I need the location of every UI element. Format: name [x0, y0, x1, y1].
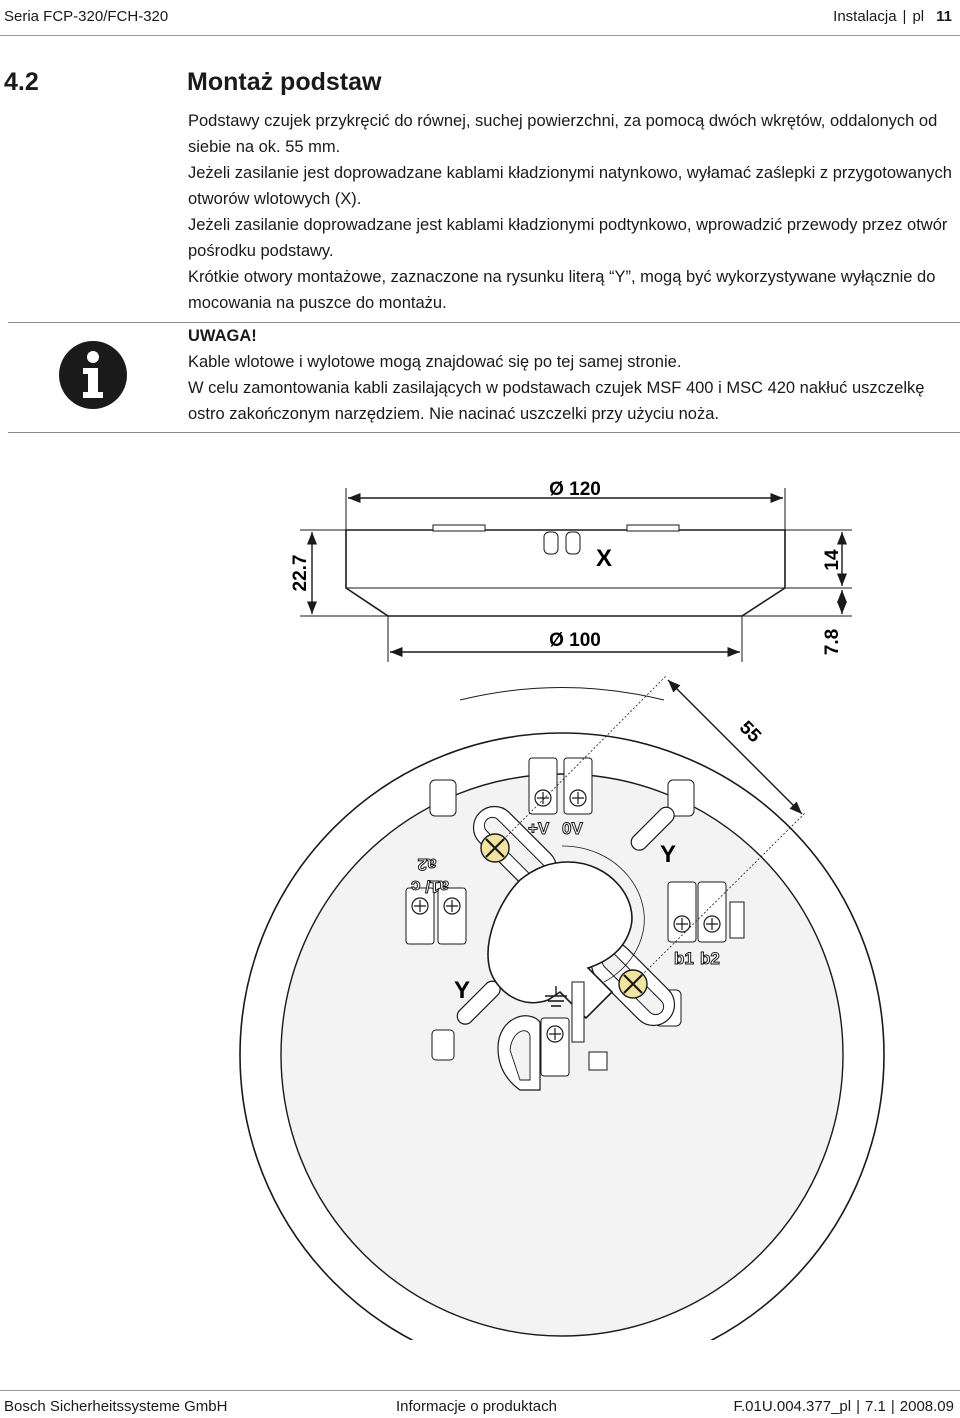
- terminal-plus-v: +V: [528, 819, 550, 838]
- paragraph-mounting: Podstawy czujek przykręcić do równej, suchej powierzchni, za pomocą dwóch wkrętów, oddalonych od siebie na ok. 55 mm.: [188, 112, 938, 156]
- note-line-cables: Kable wlotowe i wylotowe mogą znajdować się po tej samej stronie.: [188, 353, 682, 371]
- mounting-base-drawing: [0, 470, 960, 1340]
- header-divider: [0, 35, 960, 36]
- info-icon: [58, 340, 128, 410]
- paragraph-surface-cables: Jeżeli zasilanie jest doprowadzane kablami kładzionymi natynkowo, wyłamać zaślepki z przygotowanych otworów wlotowych (X).: [188, 164, 952, 208]
- header-series: Seria FCP-320/FCH-320: [4, 8, 169, 25]
- paragraph-flush-cables: Jeżeli zasilanie doprowadzane jest kablami kładzionymi podtynkowo, wprowadzić przewody przez otwór pośrodku podstawy.: [188, 216, 948, 260]
- dim-screw-spacing: 55: [734, 717, 765, 748]
- footer-divider: [0, 1390, 960, 1391]
- footer-version: 7.1: [865, 1398, 886, 1415]
- label-short-hole-y-lower: Y: [454, 977, 471, 1004]
- terminal-b1: b1: [674, 949, 694, 968]
- footer-doc-code: F.01U.004.377_pl: [733, 1398, 852, 1415]
- header-lang: pl: [912, 8, 925, 25]
- page-number: 11: [936, 8, 952, 25]
- terminal-zero-v: 0V: [562, 819, 583, 838]
- dim-bottom-diameter: Ø 100: [549, 630, 601, 651]
- terminal-b2: b2: [700, 949, 720, 968]
- note-heading: UWAGA!: [188, 327, 257, 345]
- side-view: [290, 479, 852, 662]
- label-knockout-x: X: [596, 545, 613, 572]
- label-short-hole-y-upper: Y: [660, 841, 677, 868]
- paragraph-short-holes: Krótkie otwory montażowe, zaznaczone na rysunku literą “Y”, mogą być wykorzystywane wyłącznie do mocowania na puszce do montażu.: [188, 268, 936, 312]
- footer-doc-info: [734, 1398, 955, 1415]
- section-number: 4.2: [4, 68, 39, 96]
- footer-separator: |: [890, 1398, 895, 1415]
- footer-separator: |: [856, 1398, 860, 1415]
- section-title: Montaż podstaw: [187, 68, 382, 96]
- header-separator: |: [902, 8, 907, 25]
- note-divider-top: [8, 322, 960, 323]
- footer-doc-type: Informacje o produktach: [396, 1398, 557, 1415]
- header-section: Instalacja: [833, 8, 897, 25]
- knockout-opening: [544, 532, 558, 554]
- dim-upper-height: 14: [822, 549, 843, 571]
- knockout-opening: [566, 532, 580, 554]
- footer-date: 2008.09: [899, 1398, 954, 1415]
- footer-company: Bosch Sicherheitssysteme GmbH: [4, 1398, 228, 1415]
- terminal-a2: a2: [417, 855, 437, 874]
- note-divider-bottom: [8, 432, 960, 433]
- dim-height: 22.7: [290, 554, 311, 592]
- terminal-a1c: a1/ c: [411, 877, 449, 896]
- dim-top-diameter: Ø 120: [549, 479, 601, 500]
- dim-lower-height: 7.8: [822, 628, 843, 656]
- header-right: [833, 8, 952, 25]
- note-line-seal: W celu zamontowania kabli zasilających w podstawach czujek MSF 400 i MSC 420 nakłuć uszczelkę ostro zakończonym narzędziem. Nie nacinać uszczelki przy użyciu noża.: [188, 379, 925, 423]
- top-view: [240, 676, 884, 1340]
